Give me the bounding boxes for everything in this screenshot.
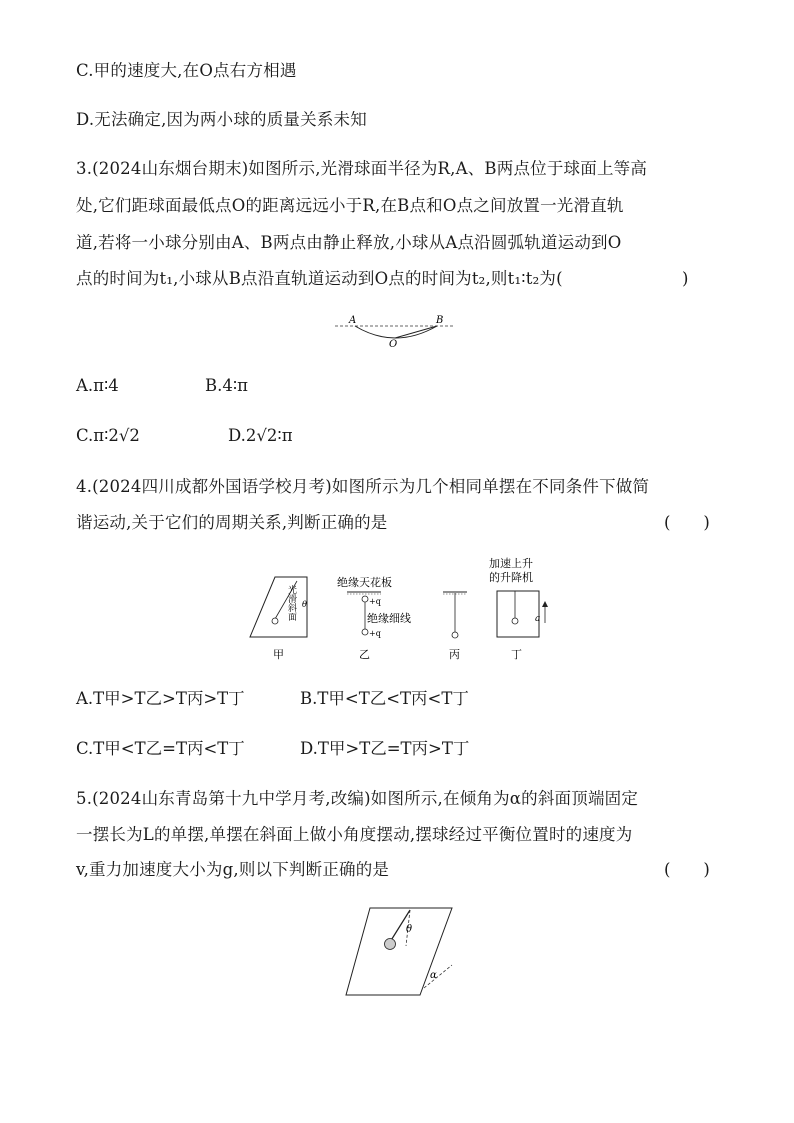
q5-answer-blank: ( ): [664, 860, 710, 879]
q5-line-1: 5.(2024山东青岛第十九中学月考,改编)如图所示,在倾角为α的斜面顶端固定: [76, 789, 639, 808]
q5-line-3: v,重力加速度大小为g,则以下判断正确的是: [76, 860, 390, 879]
q4-line-2: 谐运动,关于它们的周期关系,判断正确的是: [76, 513, 388, 532]
q3-line-4: 点的时间为t₁,小球从B点沿直轨道运动到O点的时间为t₂,则t₁∶t₂为(: [76, 269, 563, 288]
q5-figure: [340, 900, 460, 1005]
charge-fixed: [362, 596, 368, 602]
q3-figure: [335, 310, 455, 350]
charge-top-label: +q: [369, 597, 381, 606]
q5-line-2: 一摆长为L的单摆,单摆在斜面上做小角度摆动,摆球经过平衡位置时的速度为: [76, 825, 633, 844]
q3-option-d: D.2√2∶π: [228, 426, 293, 445]
elevator-label-2: 的升降机: [489, 571, 533, 584]
horizontal-ref: [424, 965, 452, 988]
accel-label: a: [535, 614, 541, 624]
elevator-bob: [512, 618, 518, 624]
q3-option-c: C.π∶2√2: [76, 426, 140, 445]
pendulum-bob: [385, 939, 396, 950]
incline-plane: [346, 908, 452, 995]
q4-line-1: 4.(2024四川成都外国语学校月考)如图所示为几个相同单摆在不同条件下做简: [76, 477, 650, 496]
alpha-label: α: [430, 970, 437, 981]
q3-line-2: 处,它们距球面最低点O的距离远远小于R,在B点和O点之间放置一光滑直轨: [76, 196, 624, 215]
charged-bob: [362, 629, 368, 635]
q4-figure: [245, 555, 565, 670]
label-a: A: [349, 315, 357, 326]
simple-bob: [452, 632, 458, 638]
ceiling-label: 绝缘天花板: [337, 576, 392, 589]
q3-line-1: 3.(2024山东烟台期末)如图所示,光滑球面半径为R,A、B两点位于球面上等高: [76, 159, 648, 178]
q3-line-3: 道,若将一小球分别由A、B两点由静止释放,小球从A点沿圆弧轨道运动到O: [76, 233, 622, 252]
elevator-box: [497, 591, 539, 637]
q3-option-b: B.4∶π: [205, 376, 249, 395]
elevator-label-1: 加速上升: [489, 557, 533, 570]
option-d-prev: D.无法确定,因为两小球的质量关系未知: [76, 110, 367, 129]
q3-option-a: A.π∶4: [76, 376, 119, 395]
q4-option-d: D.T甲>T乙=T丙>T丁: [300, 739, 470, 758]
thread-label: 绝缘细线: [367, 612, 411, 625]
q4-option-b: B.T甲<T乙<T丙<T丁: [300, 689, 469, 708]
straight-track: [395, 326, 437, 338]
theta-label-5: θ: [406, 924, 413, 935]
name-ding: 丁: [511, 648, 522, 661]
name-jia: 甲: [273, 648, 284, 661]
incline-text: 光滑斜面: [286, 585, 296, 621]
accel-arrow-head: [542, 601, 548, 607]
incline-bob: [272, 618, 278, 624]
option-c-prev: C.甲的速度大,在O点右方相遇: [76, 61, 297, 80]
name-yi: 乙: [359, 648, 370, 661]
label-o: O: [389, 339, 398, 350]
charge-bottom-label: +q: [369, 629, 381, 638]
arc-track: [355, 326, 437, 338]
name-bing: 丙: [449, 648, 460, 661]
incline-shape: [250, 577, 307, 637]
q4-option-a: A.T甲>T乙>T丙>T丁: [76, 689, 245, 708]
q4-answer-blank: ( ): [664, 513, 710, 532]
label-b: B: [436, 315, 444, 326]
q3-answer-blank: ): [682, 269, 689, 288]
q4-option-c: C.T甲<T乙=T丙<T丁: [76, 739, 245, 758]
theta-label: θ: [302, 600, 307, 609]
